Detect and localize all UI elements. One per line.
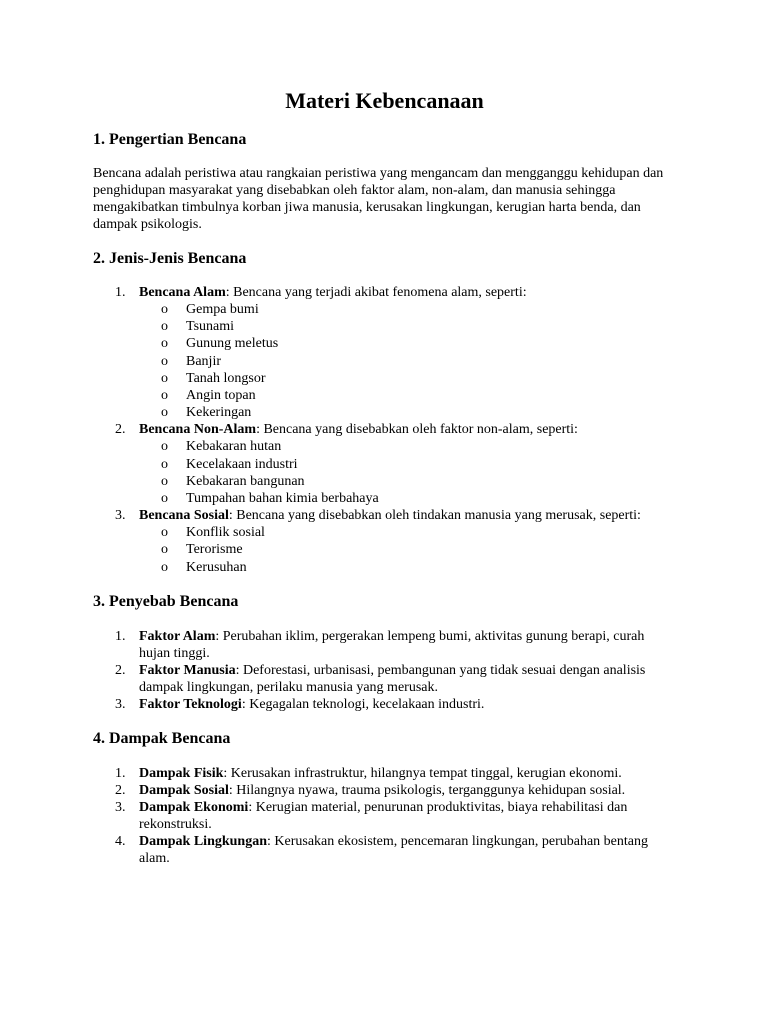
sub-item-text: Kerusuhan (186, 559, 247, 575)
sub-list-item (139, 438, 676, 455)
list-term: Bencana Non-Alam (139, 422, 257, 438)
dampak-list (93, 765, 676, 867)
list-item (93, 765, 676, 782)
sub-item-text: Tumpahan bahan kimia berbahaya (186, 491, 379, 507)
bullet-icon: o (161, 405, 168, 421)
sub-list-item (139, 541, 676, 558)
list-item (93, 628, 676, 662)
sub-item-text: Tanah longsor (186, 370, 266, 386)
sub-list (139, 301, 676, 421)
sub-list-item (139, 318, 676, 335)
list-term: Bencana Sosial (139, 508, 229, 524)
sub-list-item (139, 335, 676, 352)
bullet-icon: o (161, 370, 168, 386)
list-number: 1. (115, 765, 126, 781)
sub-list-item (139, 473, 676, 490)
list-item (93, 662, 676, 696)
list-term: Dampak Ekonomi (139, 799, 249, 815)
sub-item-text: Terorisme (186, 542, 243, 558)
list-desc: : Hilangnya nyawa, trauma psikologis, terganggunya kehidupan sosial. (228, 782, 626, 798)
bullet-icon: o (161, 388, 168, 404)
list-term: Faktor Teknologi (139, 696, 242, 712)
section-heading-pengertian: 1. Pengertian Bencana (93, 131, 247, 148)
bullet-icon: o (161, 491, 168, 507)
list-item (93, 799, 676, 833)
list-number: 3. (115, 508, 126, 524)
sub-item-text: Tsunami (186, 319, 235, 335)
sub-list (139, 438, 676, 507)
list-number: 3. (115, 799, 126, 815)
jenis-list (93, 284, 676, 576)
bullet-icon: o (161, 439, 168, 455)
sub-list-item (139, 370, 676, 387)
bullet-icon: o (161, 353, 168, 369)
bullet-icon: o (161, 525, 168, 541)
sub-item-text: Angin topan (186, 388, 256, 404)
list-item (93, 782, 676, 799)
list-number: 2. (115, 782, 126, 798)
list-item (93, 284, 676, 421)
list-item (93, 833, 676, 867)
list-desc: : Kerusakan ekosistem, pencemaran lingkungan, perubahan bentang alam. (139, 833, 648, 866)
list-desc: : Kerusakan infrastruktur, hilangnya tempat tinggal, kerugian ekonomi. (223, 765, 622, 781)
list-term: Faktor Manusia (139, 662, 236, 678)
list-number: 1. (115, 628, 126, 644)
bullet-icon: o (161, 319, 168, 335)
list-desc: : Bencana yang disebabkan oleh faktor non-alam, seperti: (256, 422, 578, 438)
list-term: Dampak Fisik (139, 765, 224, 781)
sub-item-text: Kekeringan (186, 405, 252, 421)
list-number: 2. (115, 662, 126, 678)
list-desc: : Kerugian material, penurunan produktivitas, biaya rehabilitasi dan rekonstruksi. (139, 799, 628, 832)
bullet-icon: o (161, 456, 168, 472)
list-term: Faktor Alam (139, 628, 216, 644)
document-title: Materi Kebencanaan (285, 88, 484, 113)
list-number: 2. (115, 422, 126, 438)
list-desc: : Bencana yang disebabkan oleh tindakan manusia yang merusak, seperti: (228, 508, 641, 524)
sub-item-text: Kecelakaan industri (186, 456, 298, 472)
list-item (93, 696, 676, 713)
sub-list-item (139, 387, 676, 404)
list-desc: : Perubahan iklim, pergerakan lempeng bumi, aktivitas gunung berapi, curah hujan tinggi. (139, 628, 645, 661)
list-desc: : Deforestasi, urbanisasi, pembangunan yang tidak sesuai dengan analisis dampak lingkungan, perilaku manusia yang merusak. (139, 662, 646, 695)
sub-list-item (139, 456, 676, 473)
sub-list-item (139, 404, 676, 421)
list-term: Dampak Lingkungan (139, 833, 268, 849)
section-heading-jenis: 2. Jenis-Jenis Bencana (93, 250, 247, 267)
bullet-icon: o (161, 542, 168, 558)
list-number: 4. (115, 833, 126, 849)
list-item (93, 421, 676, 507)
sub-item-text: Banjir (186, 353, 221, 369)
sub-item-text: Gempa bumi (186, 302, 259, 317)
section-heading-penyebab: 3. Penyebab Bencana (93, 592, 239, 610)
paragraph-pengertian: Bencana adalah peristiwa atau rangkaian peristiwa yang mengancam dan mengganggu kehidupan dan penghidupan masyarakat yang disebabkan oleh faktor alam, non-alam, dan manusia sehingga mengakibatkan timbulnya korban jiwa manusia, kerusakan lingkungan, kerugian harta benda, dan dampak psikologis. (93, 166, 664, 232)
sub-item-text: Kebakaran bangunan (186, 473, 305, 489)
list-term: Bencana Alam (139, 285, 226, 300)
list-item (93, 507, 676, 576)
sub-list-item (139, 301, 676, 318)
list-desc: : Kegagalan teknologi, kecelakaan industri. (241, 696, 485, 712)
section-heading-dampak: 4. Dampak Bencana (93, 729, 231, 747)
bullet-icon: o (161, 559, 168, 575)
bullet-icon: o (161, 302, 168, 317)
penyebab-list (93, 628, 676, 713)
list-term: Dampak Sosial (139, 782, 229, 798)
bullet-icon: o (161, 336, 168, 352)
sub-list (139, 524, 676, 576)
list-number: 3. (115, 696, 126, 712)
sub-item-text: Gunung meletus (186, 336, 279, 352)
sub-list-item (139, 524, 676, 541)
list-desc: : Bencana yang terjadi akibat fenomena alam, seperti: (225, 285, 527, 300)
sub-item-text: Konflik sosial (186, 525, 265, 541)
bullet-icon: o (161, 473, 168, 489)
sub-list-item (139, 559, 676, 576)
sub-item-text: Kebakaran hutan (186, 439, 282, 455)
sub-list-item (139, 353, 676, 370)
list-number: 1. (115, 285, 126, 300)
sub-list-item (139, 490, 676, 507)
